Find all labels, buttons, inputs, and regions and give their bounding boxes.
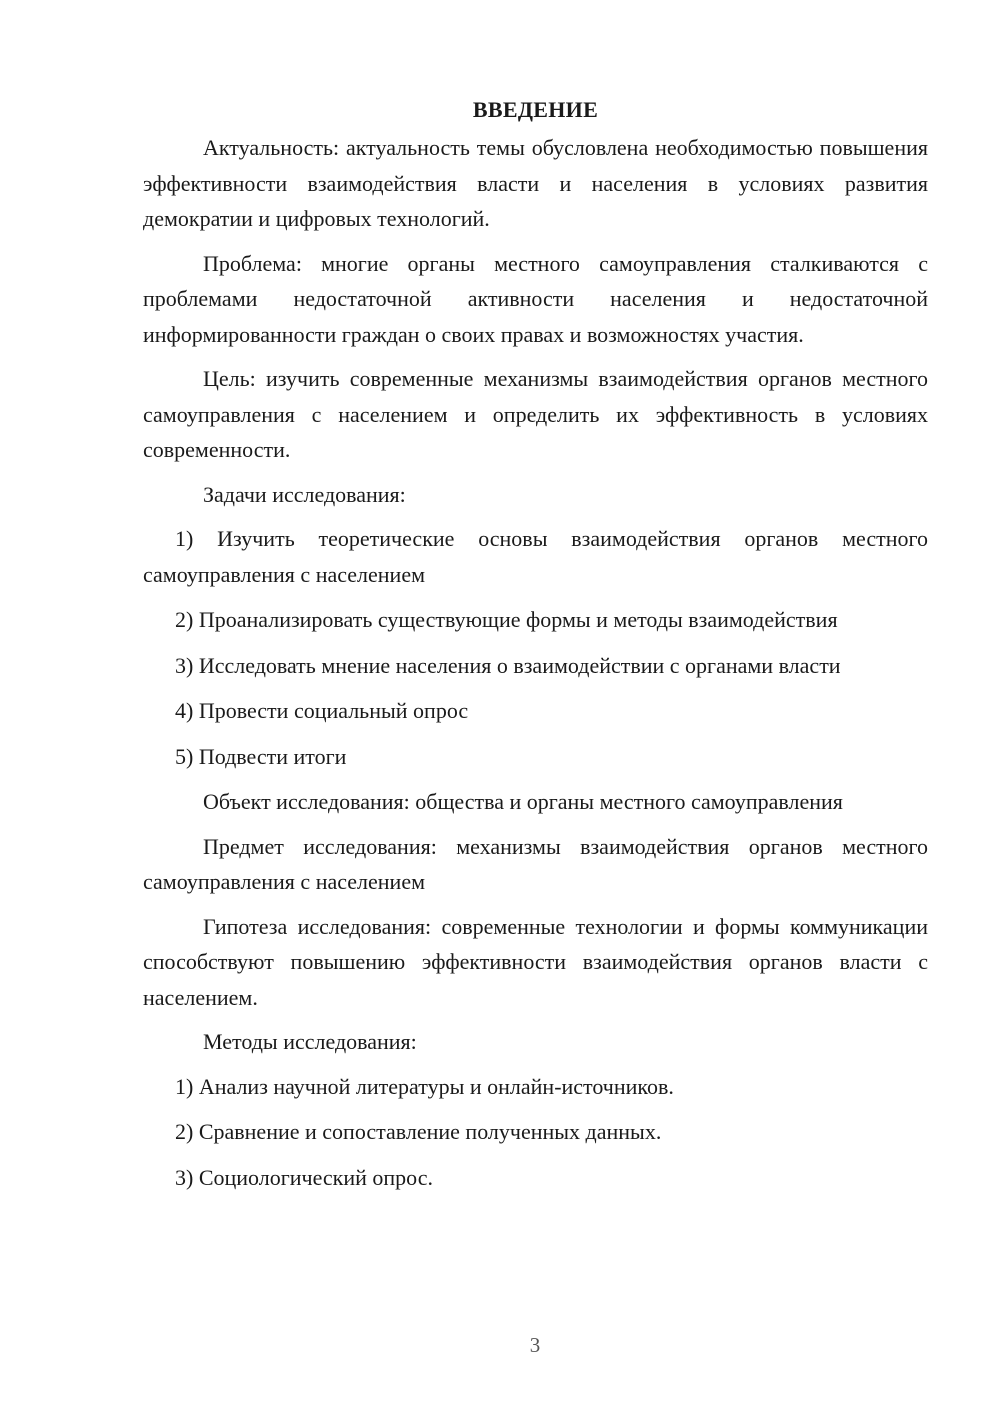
- task-item: 5) Подвести итоги: [175, 743, 347, 769]
- tasks-title: Задачи исследования:: [203, 481, 406, 507]
- method-item: 2) Сравнение и сопоставление полученных данных.: [175, 1119, 662, 1144]
- page-number: 3: [529, 1333, 541, 1357]
- task-item: 3) Исследовать мнение населения о взаимодействии с органами власти: [175, 652, 841, 678]
- subject-paragraph: Предмет исследования: механизмы взаимодействия органов местного самоуправления с населением: [143, 833, 928, 894]
- method-item: 3) Социологический опрос.: [175, 1164, 433, 1190]
- document-body: [143, 92, 928, 1205]
- problem-paragraph: Проблема: многие органы местного самоуправления сталкиваются с проблемами недостаточной активности населения и недостаточной информированности граждан о своих правах и возможностях участия.: [143, 250, 928, 347]
- task-item: 4) Провести социальный опрос: [175, 698, 469, 723]
- method-item: 1) Анализ научной литературы и онлайн-источников.: [175, 1073, 674, 1099]
- object-paragraph: Объект исследования: общества и органы местного самоуправления: [203, 789, 843, 814]
- task-item: 2) Проанализировать существующие формы и методы взаимодействия: [175, 607, 838, 632]
- goal-paragraph: Цель: изучить современные механизмы взаимодействия органов местного самоуправления с населением и определить их эффективность в условиях современности.: [143, 366, 928, 462]
- task-item: 1) Изучить теоретические основы взаимодействия органов местного самоуправления с населением: [143, 526, 928, 587]
- methods-title: Методы исследования:: [203, 1029, 417, 1054]
- page-title: ВВЕДЕНИЕ: [472, 97, 599, 122]
- relevance-paragraph: Актуальность: актуальность темы обусловлена необходимостью повышения эффективности взаимодействия власти и населения в условиях развития демократии и цифровых технологий.: [143, 135, 928, 231]
- hypothesis-paragraph: Гипотеза исследования: современные технологии и формы коммуникации способствуют повышению эффективности взаимодействия органов власти с населением.: [143, 913, 928, 1010]
